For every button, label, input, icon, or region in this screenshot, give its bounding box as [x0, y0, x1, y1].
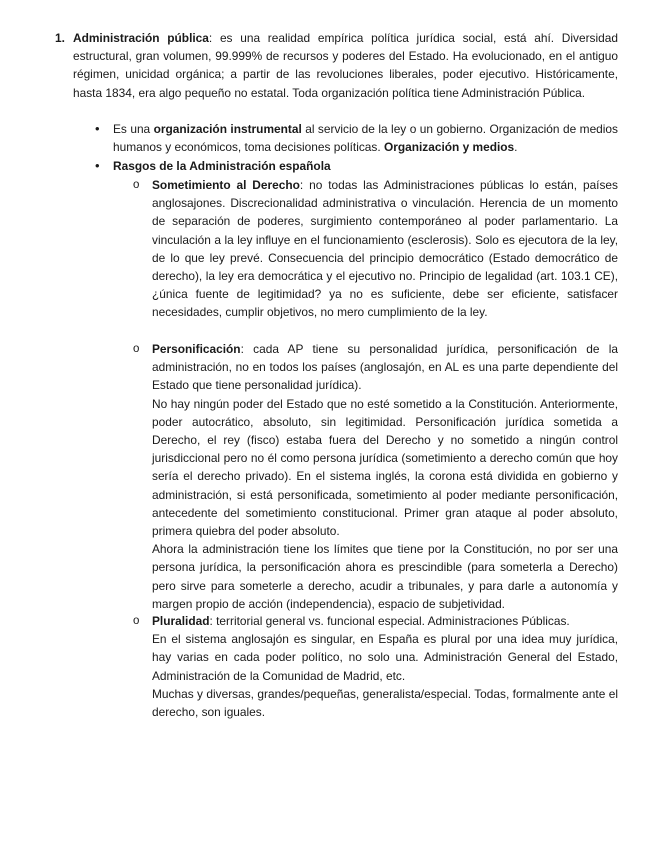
heading-rasgos: Rasgos de la Administración española: [113, 159, 331, 173]
sub-paragraph: Ahora la administración tiene los límites que tiene por la Constitución, no por ser una persona jurídica, la personificación ahora es prescindible (para someterla a Derecho) pero sirve para someterle a derecho, acudir a tribunales, y para darle a autonomía y margen propio de acción (independencia), espacio de subjetividad.: [152, 542, 618, 611]
sub-bullet-marker: o: [133, 343, 140, 355]
sub-paragraph: [152, 612, 618, 630]
sub-paragraph: [152, 340, 618, 395]
term-sometimiento: Sometimiento al Derecho: [152, 178, 300, 192]
bullet-organizacion-instrumental: [113, 120, 618, 156]
bullet-marker: •: [95, 158, 100, 173]
sub-pluralidad: [152, 612, 618, 721]
sub-text: : territorial general vs. funcional especial. Administraciones Públicas.: [209, 614, 570, 628]
paragraph-text: : es una realidad empírica política jurídica social, está ahí. Diversidad estructural, gran volumen, 99.999% de recursos y poderes del Estado. Ha evolucionado, en el antiguo régimen, unicidad orgánica; a partir de las revoluciones liberales, poder ejecutivo. Históricamente, hasta 1834, era algo pequeño no estatal. Toda organización política tiene Administración Pública.: [73, 31, 618, 100]
sub-text: : cada AP tiene su personalidad jurídica, personificación de la administración, no en todos los países (anglosajón, en AL es una parte dependiente del Estado que tiene personalidad jurídica).: [152, 342, 618, 393]
sub-bullet-marker: o: [133, 615, 140, 627]
sub-paragraph: No hay ningún poder del Estado que no esté sometido a la Constitución. Anteriormente, poder autocrático, absoluto, sin legitimidad. Personificación jurídica sometida a Derecho, el rey (fisco) estaba fuera del Derecho y no sometido a ningún control jurisdiccional pero no él como persona jurídica (sometimiento a derecho común que hoy sería el derecho privado). En el sistema inglés, la corona está dividida en gobierno y administración, si está personificada, sometimiento al poder mediante personificación, antecedente del sometimiento constitucional. Primer gran ataque al poder absoluto, primera quiebra del poder absoluto.: [152, 396, 618, 539]
bullet-text: al servicio de la ley o un gobierno. Organización de medios humanos y económicos, toma decisiones políticas.: [113, 122, 618, 155]
sub-text: : no todas las Administraciones públicas lo están, países anglosajones. Discrecionalidad administrativa o vinculación. Herencia de un momento de separación de poderes, surgimiento contemporáneo al poder parlamentario. La vinculación a la ley influye en el funcionamiento (esclerosis). Solo es ejecutora de la ley, de lo que ley prevé. Consecuencia del principio democrático (Estado democrático de derecho), la ley era democrática y el ejecutivo no. Principio de legalidad (art. 103.1 CE), ¿única fuente de legitimidad? ya no es suficiente, debe ser eficiente, satisfacer necesidades, cumplir objetivos, no mero cumplimiento de la ley.: [152, 178, 618, 320]
sub-bullet-marker: o: [133, 179, 140, 191]
sub-paragraph: Muchas y diversas, grandes/pequeñas, generalista/especial. Todas, formalmente ante el derecho, son iguales.: [152, 686, 618, 720]
sub-personificacion: [152, 340, 618, 613]
sub-paragraph: En el sistema anglosajón es singular, en España es plural por una idea muy jurídica, hay varias en cada poder político, no solo una. Administración General del Estado, Administración de la Comunidad de Madrid, etc.: [152, 632, 618, 683]
list-number: 1.: [55, 31, 65, 45]
term-administracion-publica: Administración pública: [73, 31, 209, 45]
sub-sometimiento-al-derecho: [152, 176, 618, 322]
bullet-marker: •: [95, 121, 100, 136]
term-pluralidad: Pluralidad: [152, 614, 210, 628]
term-organizacion-y-medios: Organización y medios: [383, 140, 515, 155]
bullet-suffix: .: [514, 140, 518, 155]
term-organizacion-instrumental: organización instrumental: [153, 122, 302, 136]
paragraph-administracion-publica: [73, 29, 618, 102]
bullet-prefix: Es una: [113, 122, 154, 136]
term-personificacion: Personificación: [152, 342, 241, 356]
bullet-rasgos-heading: [113, 157, 618, 175]
